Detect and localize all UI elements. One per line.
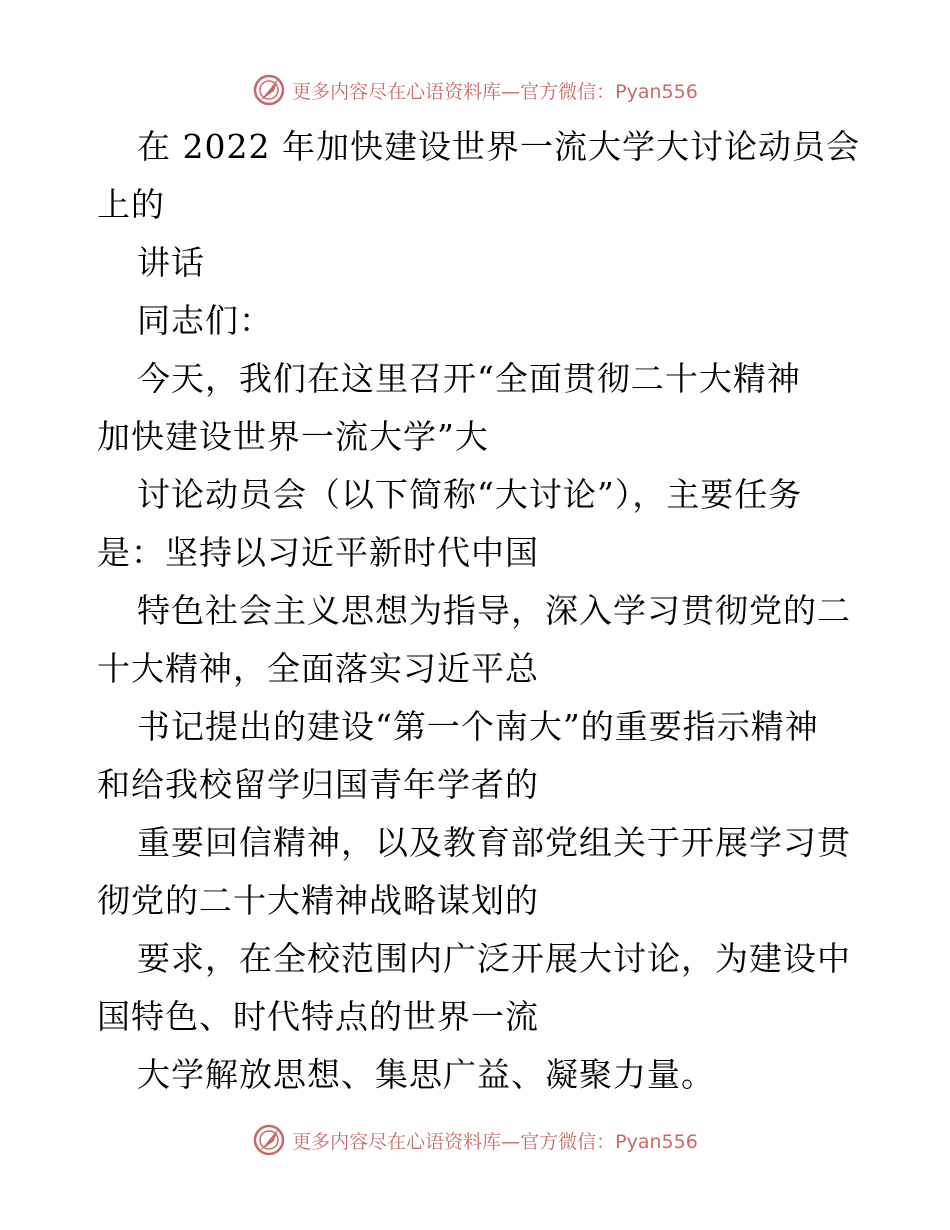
watermark-text: 更多内容尽在心语资料库—官方微信：Pyan556 [292,1130,698,1153]
paragraph-line: 书记提出的建设“第一个南大”的重要指示精神 [137,707,819,746]
paragraph-line: 重要回信精神，以及教育部党组关于开展学习贯 [137,823,851,862]
watermark-footer [0,1120,950,1160]
document-body [97,118,860,1104]
quill-seal-logo-icon [252,1123,286,1157]
paragraph-line: 要求，在全校范围内广泛开展大讨论，为建设中 [137,939,851,978]
paragraph-line: 特色社会主义思想为指导，深入学习贯彻党的二 [137,591,851,630]
paragraph-line: 讨论动员会（以下简称“大讨论”），主要任务 [137,475,803,514]
paragraph-line: 和给我校留学归国青年学者的 [97,765,539,804]
paragraph-line: 国特色、时代特点的世界一流 [97,997,539,1036]
paragraph-line: 加快建设世界一流大学”大 [97,417,489,456]
title-line-2: 上的 [97,185,165,224]
paragraph-line: 十大精神，全面落实习近平总 [97,649,539,688]
paragraph-line: 彻党的二十大精神战略谋划的 [97,881,539,920]
watermark-text: 更多内容尽在心语资料库—官方微信：Pyan556 [292,80,698,103]
title-line-3: 讲话 [137,243,205,282]
paragraph-line: 今天，我们在这里召开“全面贯彻二十大精神 [137,359,801,398]
paragraph-line: 大学解放思想、集思广益、凝聚力量。 [137,1055,715,1094]
title-line-1: 在 2022 年加快建设世界一流大学大讨论动员会 [137,127,860,166]
salutation: 同志们： [137,301,273,340]
paragraph-line: 是：坚持以习近平新时代中国 [97,533,539,572]
quill-seal-logo-icon [252,73,286,107]
watermark-header [0,70,950,110]
